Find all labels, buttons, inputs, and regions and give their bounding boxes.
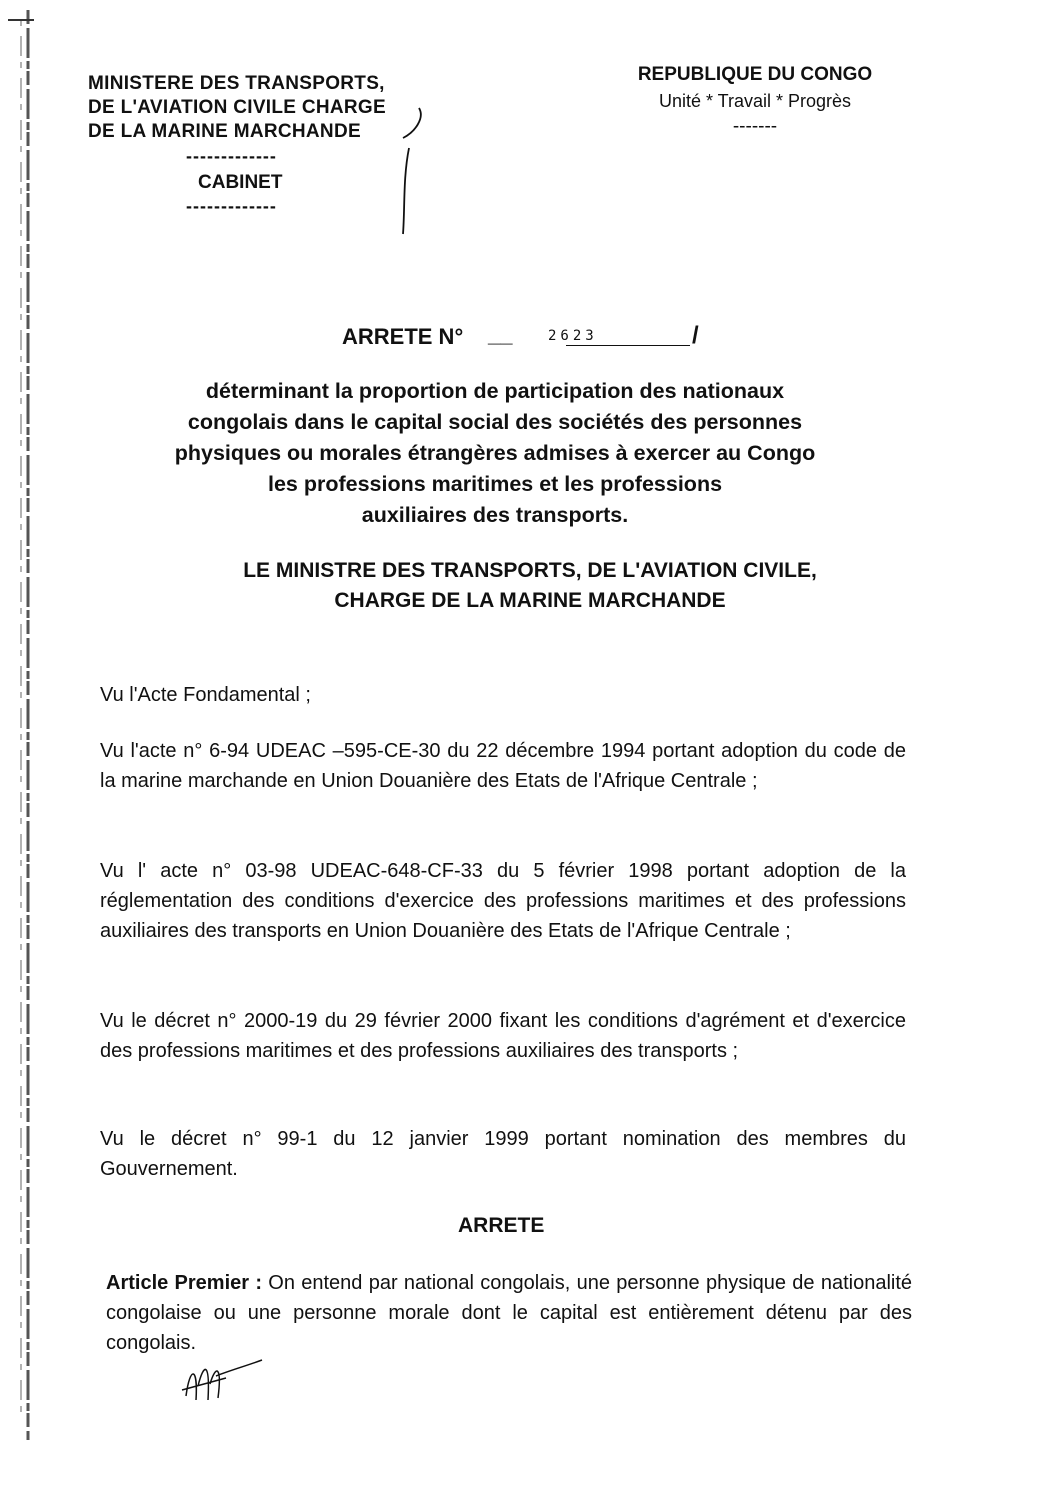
- consideration-item: Vu l'Acte Fondamental ;: [100, 684, 311, 706]
- initials-signature: [176, 1356, 266, 1416]
- arrete-heading: ARRETE: [458, 1214, 545, 1237]
- consideration-item: Vu l' acte n° 03-98 UDEAC-648-CF-33 du 5 février 1998 portant adoption de la réglementation des conditions d'exercice des professions maritimes et des professions auxiliaires des transports en Union Douanière des Etats de l'Afrique Centrale ;: [100, 860, 906, 942]
- minister-line-2: CHARGE DE LA MARINE MARCHANDE: [334, 589, 726, 612]
- arrete-number-value: 2623: [548, 328, 598, 344]
- title-line: les professions maritimes et les professions: [267, 472, 723, 496]
- title-line: physiques ou morales étrangères admises à exercer au Congo: [174, 441, 816, 465]
- consideration-item: Vu le décret n° 2000-19 du 29 février 2000 fixant les conditions d'agrément et d'exercice des professions maritimes et des professions auxiliaires des transports ;: [100, 1010, 906, 1062]
- ministry-dashes-top: -------------: [186, 146, 277, 166]
- republic-motto: Unité * Travail * Progrès: [658, 91, 852, 111]
- consideration-item: Vu l'acte n° 6-94 UDEAC –595-CE-30 du 22 décembre 1994 portant adoption du code de la marine marchande en Union Douanière des Etats de l'Afrique Centrale ;: [100, 740, 906, 792]
- ministry-line-2: DE L'AVIATION CIVILE CHARGE: [88, 97, 386, 118]
- article-premier: [106, 1268, 912, 1358]
- cabinet-label: CABINET: [198, 172, 283, 193]
- article-text: On entend par national congolais, une personne physique de nationalité congolaise ou une personne morale dont le capital est entièrement détenu par des congolais.: [106, 1272, 913, 1354]
- handwritten-mark: [385, 98, 435, 238]
- republic-title: REPUBLIQUE DU CONGO: [637, 64, 873, 85]
- title-line: déterminant la proportion de participation des nationaux: [205, 379, 785, 403]
- minister-heading: [130, 556, 930, 616]
- title-line: congolais dans le capital social des sociétés des personnes: [187, 410, 803, 434]
- scan-edge-artifact: [8, 0, 34, 1497]
- ministry-line-1: MINISTERE DES TRANSPORTS,: [88, 73, 385, 94]
- arrete-number-label: ARRETE N°: [342, 324, 464, 349]
- title-line: auxiliaires des transports.: [361, 503, 629, 527]
- arrete-number-underscore: __: [488, 322, 513, 347]
- republic-header: [620, 62, 890, 140]
- arrete-number-slash: /: [692, 322, 699, 349]
- article-label: Article Premier :: [106, 1272, 262, 1294]
- ministry-line-3: DE LA MARINE MARCHANDE: [88, 121, 361, 142]
- minister-line-1: LE MINISTRE DES TRANSPORTS, DE L'AVIATION CIVILE,: [243, 559, 817, 582]
- republic-dashes: -------: [732, 116, 778, 137]
- ministry-header: [88, 72, 386, 144]
- consideration-item: Vu le décret n° 99-1 du 12 janvier 1999 portant nomination des membres du Gouvernement.: [100, 1128, 906, 1180]
- arrete-title: [80, 376, 910, 531]
- arrete-number-line: [566, 345, 690, 346]
- ministry-dashes-bottom: -------------: [186, 196, 277, 216]
